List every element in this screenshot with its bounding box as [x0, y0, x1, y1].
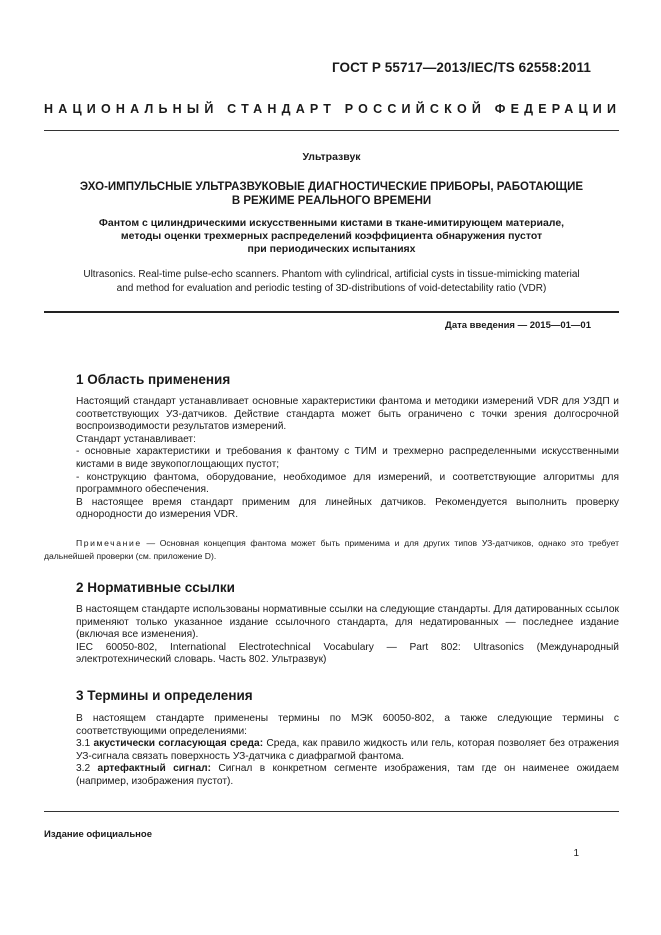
term-text: Среда, как правило жидкость или гель, которая позволяет без отражения УЗ-сигнала связать поверхность УЗ-датчика с диафрагмой фантома.: [76, 738, 620, 762]
paragraph: В настоящем стандарте использованы нормативные ссылки на следующие стандарты. Для датированных ссылок применяют только указанное издание ссылочного стандарта, для недатированных — последнее издание (включая все изменения).: [76, 604, 619, 641]
term-name: акустически согласующая среда:: [93, 738, 264, 750]
official-edition-label: Издание официальное: [44, 829, 152, 840]
standard-subtitle: [44, 217, 619, 257]
english-title: [44, 268, 619, 295]
footer-divider: [44, 811, 619, 812]
term-definition: [44, 763, 619, 788]
english-title-line: and method for evaluation and periodic testing of 3D-distributions of void-detectability ratio (VDR): [116, 282, 547, 294]
note-text: — Основная концепция фантома может быть применима и для других типов УЗ-датчиков, однако это требует дальнейшей проверки (см. приложение D).: [44, 538, 619, 561]
paragraph: IEC 60050-802, International Electrotechnical Vocabulary — Part 802: Ultrasonics (Международный электротехнический словарь. Часть 802. Ультразвук): [76, 641, 619, 666]
list-item: - основные характеристики и требования к фантому с ТИМ и трехмерно распределенными искусственными кистами в виде звукопоглощающих пустот;: [76, 446, 619, 470]
subtitle-line: методы оценки трехмерных распределений коэффициента обнаружения пустот: [120, 230, 543, 243]
standard-title: [44, 180, 619, 208]
section-2-body: [44, 604, 619, 667]
term-number: 3.2: [76, 763, 98, 775]
term-text: Сигнал в конкретном сегменте изображения, там где он наименее ожидаем (например, изображения пустот).: [76, 763, 619, 787]
english-title-line: Ultrasonics. Real-time pulse-echo scanners. Phantom with cylindrical, artificial cysts in tissue-mimicking material: [83, 269, 580, 280]
section-3-body: [44, 713, 619, 789]
paragraph: В настоящем стандарте применены термины по МЭК 60050-802, а также следующие термины с соответствующими определениями:: [76, 713, 619, 737]
term-number: 3.1: [76, 738, 94, 750]
section-1-note: [44, 537, 619, 562]
paragraph: В настоящее время стандарт применим для линейных датчиков. Рекомендуется выполнить проверку однородности до измерения VDR.: [76, 496, 619, 521]
national-standard-banner: НАЦИОНАЛЬНЫЙ СТАНДАРТ РОССИЙСКОЙ ФЕДЕРАЦИИ: [44, 102, 622, 116]
title-line: В РЕЖИМЕ РЕАЛЬНОГО ВРЕМЕНИ: [231, 195, 432, 207]
list-item: - конструкцию фантома, оборудование, необходимое для измерений, и соответствующие алгоритмы для программного обеспечения.: [76, 471, 619, 496]
title-divider: [44, 311, 619, 313]
document-code: ГОСТ Р 55717—2013/IEC/TS 62558:2011: [331, 60, 591, 75]
term-definition: [44, 738, 619, 763]
note-label: Примечание: [76, 538, 142, 548]
section-2-heading: 2 Нормативные ссылки: [76, 580, 235, 595]
section-1-heading: 1 Область применения: [76, 372, 231, 387]
subtitle-line: при периодических испытаниях: [247, 243, 416, 256]
paragraph: Стандарт устанавливает:: [76, 433, 196, 445]
page-number: 1: [573, 848, 579, 859]
paragraph: Настоящий стандарт устанавливает основные характеристики фантома и методики измерений VDR для УЗДП и соответствующих УЗ-датчиков. Действие стандарта может быть ограничено с точки зрения долгосрочной воспроизводимости результатов измерений.: [76, 396, 619, 433]
standard-subject: Ультразвук: [302, 151, 361, 163]
introduction-date: Дата введения — 2015—01—01: [445, 320, 591, 331]
term-name: артефактный сигнал:: [97, 763, 211, 775]
subtitle-line: Фантом с цилиндрическими искусственными кистами в ткане-имитирующем материале,: [98, 217, 565, 229]
header-divider: [44, 130, 619, 131]
section-1-body: [44, 396, 619, 522]
title-line: ЭХО-ИМПУЛЬСНЫЕ УЛЬТРАЗВУКОВЫЕ ДИАГНОСТИЧЕСКИЕ ПРИБОРЫ, РАБОТАЮЩИЕ: [79, 181, 584, 193]
section-3-heading: 3 Термины и определения: [76, 688, 253, 703]
